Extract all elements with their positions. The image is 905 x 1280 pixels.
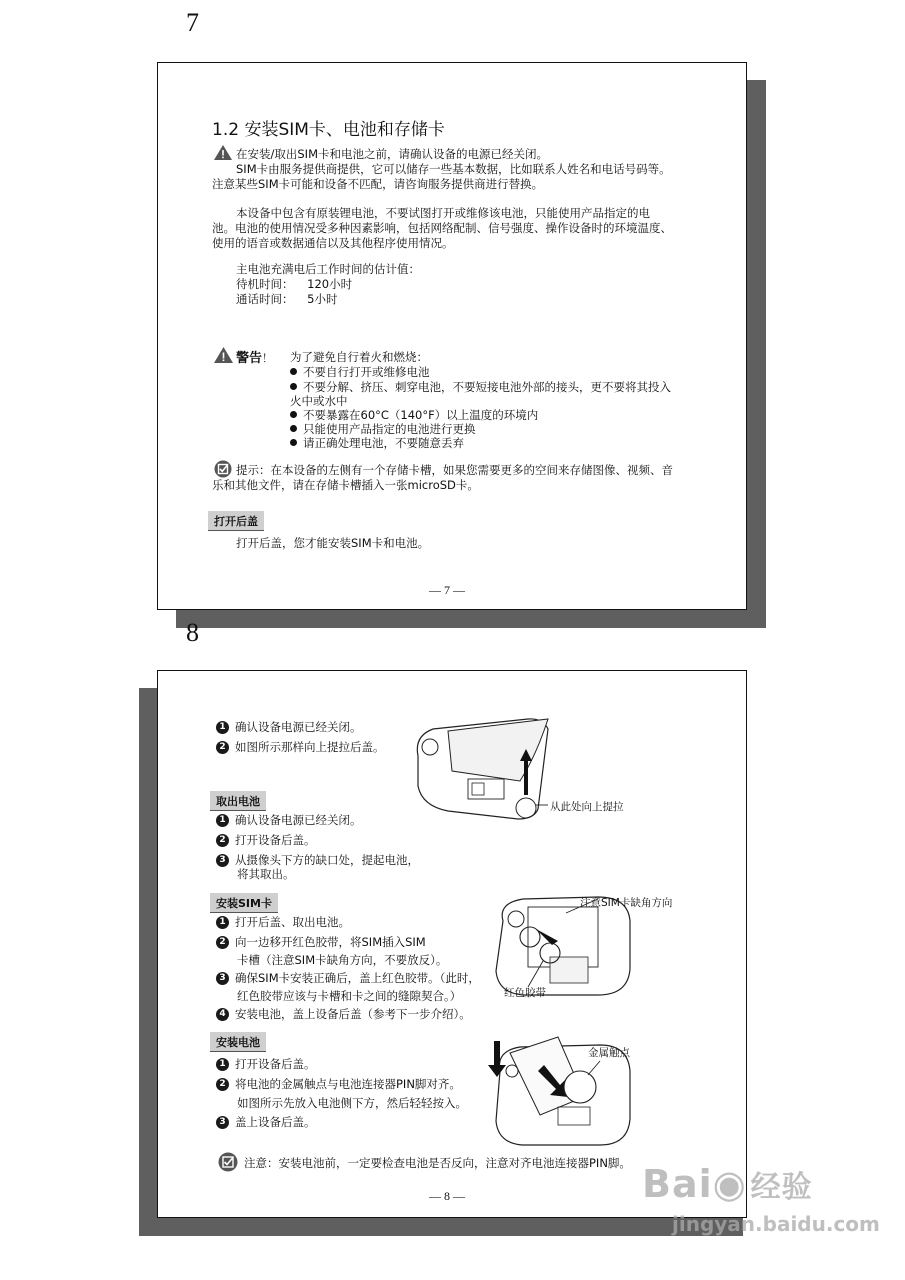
step-text: 安装电池，盖上设备后盖（参考下一步介绍）。 [235, 1007, 471, 1021]
bullet-dot [290, 439, 297, 446]
baidu-watermark-url: jingyan.baidu.com [672, 1212, 880, 1236]
standby-label: 待机时间： [236, 277, 294, 291]
step-number-1: 1 [216, 1058, 229, 1071]
section-heading: 1.2 安装SIM卡、电池和存储卡 [212, 120, 445, 140]
sim-step-4 [216, 1007, 471, 1022]
sim-callout-red-tape: 红色胶带 [504, 987, 546, 999]
page-footer-8: — 8 — [429, 1189, 465, 1203]
warning-item-1 [290, 365, 430, 380]
step-number-2: 2 [216, 741, 229, 754]
open-cover-text: 打开后盖，您才能安装SIM卡和电池。 [236, 536, 430, 550]
step-number-4: 4 [216, 1008, 229, 1021]
section-tag-install-battery: 安装电池 [210, 1032, 266, 1052]
section-tag-install-sim: 安装SIM卡 [210, 893, 278, 913]
warning-intro: 为了避免自行着火和燃烧： [290, 350, 428, 364]
remove-step-3-continued: 将其取出。 [237, 867, 295, 881]
sim-callout-notch: 注意SIM卡缺角方向 [580, 897, 673, 909]
bullet-dot [290, 411, 297, 418]
sim-step-2 [216, 935, 426, 950]
remove-step-3 [216, 853, 419, 868]
step-number-3: 3 [216, 854, 229, 867]
open-step-1 [216, 720, 362, 735]
warning-triangle-icon [214, 145, 232, 160]
checkbox-note-icon [214, 460, 232, 478]
warning-item-2-continued: 火中或水中 [290, 394, 348, 408]
battery-step-1 [216, 1057, 316, 1072]
tip-line-1: 提示：在本设备的左侧有一个存储卡槽，如果您需要更多的空间来存储图像、视频、音 [236, 463, 673, 477]
talk-label: 通话时间： [236, 292, 294, 306]
paw-icon: ◉ [712, 1162, 747, 1206]
battery-para-line-1: 本设备中包含有原装锂电池，不要试图打开或维修该电池，只能使用产品指定的电 [236, 206, 650, 220]
page-number-top-7: 7 [186, 8, 199, 37]
watermark-brand: Bai [642, 1162, 713, 1206]
manual-page-7 [157, 62, 747, 610]
step-text: 如图所示那样向上提拉后盖。 [235, 740, 385, 754]
sim-step-3-continued: 红色胶带应该与卡槽和卡之间的缝隙契合。） [237, 989, 462, 1003]
page-footer-7: — 7 — [429, 583, 465, 597]
battery-para-line-2: 池。电池的使用情况受多种因素影响，包括网络配制、信号强度、操作设备时的环境温度、 [212, 221, 672, 235]
battery-step-2-continued: 如图所示先放入电池侧下方，然后轻轻按入。 [237, 1096, 467, 1110]
warning-item-text: 请正确处理电池，不要随意丢弃 [303, 436, 464, 450]
warning-label [236, 347, 273, 366]
step-text: 将电池的金属触点与电池连接器PIN脚对齐。 [235, 1077, 461, 1091]
standby-value: 120小时 [307, 277, 353, 291]
manual-page-8 [157, 670, 747, 1218]
step-text: 从摄像头下方的缺口处，提起电池， [235, 853, 419, 867]
sim-step-2-continued: 卡槽（注意SIM卡缺角方向，不要放反）。 [237, 953, 448, 967]
step-text: 打开设备后盖。 [235, 1057, 316, 1071]
step-number-1: 1 [216, 814, 229, 827]
step-text: 确认设备电源已经关闭。 [235, 813, 362, 827]
warning-label-excl: ！ [262, 352, 274, 365]
bullet-dot [290, 368, 297, 375]
battery-step-2 [216, 1077, 461, 1092]
warning-item-5 [290, 436, 464, 451]
battery-step-3 [216, 1115, 316, 1130]
caution-line-3: 注意某些SIM卡可能和设备不匹配，请咨询服务提供商进行替换。 [212, 177, 544, 191]
step-text: 盖上设备后盖。 [235, 1115, 316, 1129]
step-number-1: 1 [216, 916, 229, 929]
sim-step-3 [216, 971, 480, 986]
step-text: 打开后盖、取出电池。 [235, 915, 350, 929]
remove-step-1 [216, 813, 362, 828]
warning-item-3 [290, 408, 538, 423]
step-number-3: 3 [216, 972, 229, 985]
checkbox-note-icon [218, 1152, 238, 1172]
baidu-watermark-logo [642, 1162, 813, 1206]
step-number-3: 3 [216, 1116, 229, 1129]
step-number-1: 1 [216, 721, 229, 734]
warning-item-2 [290, 380, 671, 395]
warning-item-4 [290, 422, 476, 437]
open-cover-callout: 从此处向上提拉 [550, 801, 624, 813]
standby-time-row [236, 277, 352, 292]
warning-item-text: 不要分解、挤压、刺穿电池，不要短接电池外部的接头，更不要将其投入 [303, 380, 671, 394]
battery-callout-contacts: 金属触点 [588, 1047, 630, 1059]
step-text: 向一边移开红色胶带，将SIM插入SIM [235, 935, 426, 949]
bullet-dot [290, 425, 297, 432]
step-number-2: 2 [216, 936, 229, 949]
open-step-2 [216, 740, 385, 755]
step-number-2: 2 [216, 834, 229, 847]
battery-note: 注意：安装电池前，一定要检查电池是否反向，注意对齐电池连接器PIN脚。 [244, 1156, 631, 1170]
warning-triangle-icon [214, 347, 233, 363]
tip-line-2: 乐和其他文件，请在存储卡槽插入一张microSD卡。 [212, 478, 479, 492]
warning-item-text: 不要暴露在60°C（140°F）以上温度的环境内 [303, 408, 539, 422]
talk-time-row [236, 292, 337, 307]
sim-step-1 [216, 915, 350, 930]
step-text: 确认设备电源已经关闭。 [235, 720, 362, 734]
warning-label-text: 警告 [236, 351, 263, 366]
step-number-2: 2 [216, 1078, 229, 1091]
caution-line-2: SIM卡由服务提供商提供，它可以储存一些基本数据，比如联系人姓名和电话号码等。 [236, 162, 671, 176]
bullet-dot [290, 383, 297, 390]
section-tag-open-cover: 打开后盖 [208, 511, 264, 531]
page-number-top-8: 8 [186, 618, 199, 647]
warning-item-text: 只能使用产品指定的电池进行更换 [303, 422, 476, 436]
step-text: 确保SIM卡安装正确后，盖上红色胶带。（此时， [235, 971, 480, 985]
watermark-brand-tail: 经验 [750, 1170, 813, 1205]
section-tag-remove-battery: 取出电池 [210, 791, 266, 811]
step-text: 打开设备后盖。 [235, 833, 316, 847]
battery-para-line-3: 使用的语音或数据通信以及其他程序使用情况。 [212, 236, 454, 250]
warning-item-text: 不要自行打开或维修电池 [303, 365, 430, 379]
talk-value: 5小时 [307, 292, 338, 306]
caution-line-1: 在安装/取出SIM卡和电池之前，请确认设备的电源已经关闭。 [236, 147, 548, 161]
runtime-title: 主电池充满电后工作时间的估计值： [236, 262, 420, 276]
remove-step-2 [216, 833, 316, 848]
